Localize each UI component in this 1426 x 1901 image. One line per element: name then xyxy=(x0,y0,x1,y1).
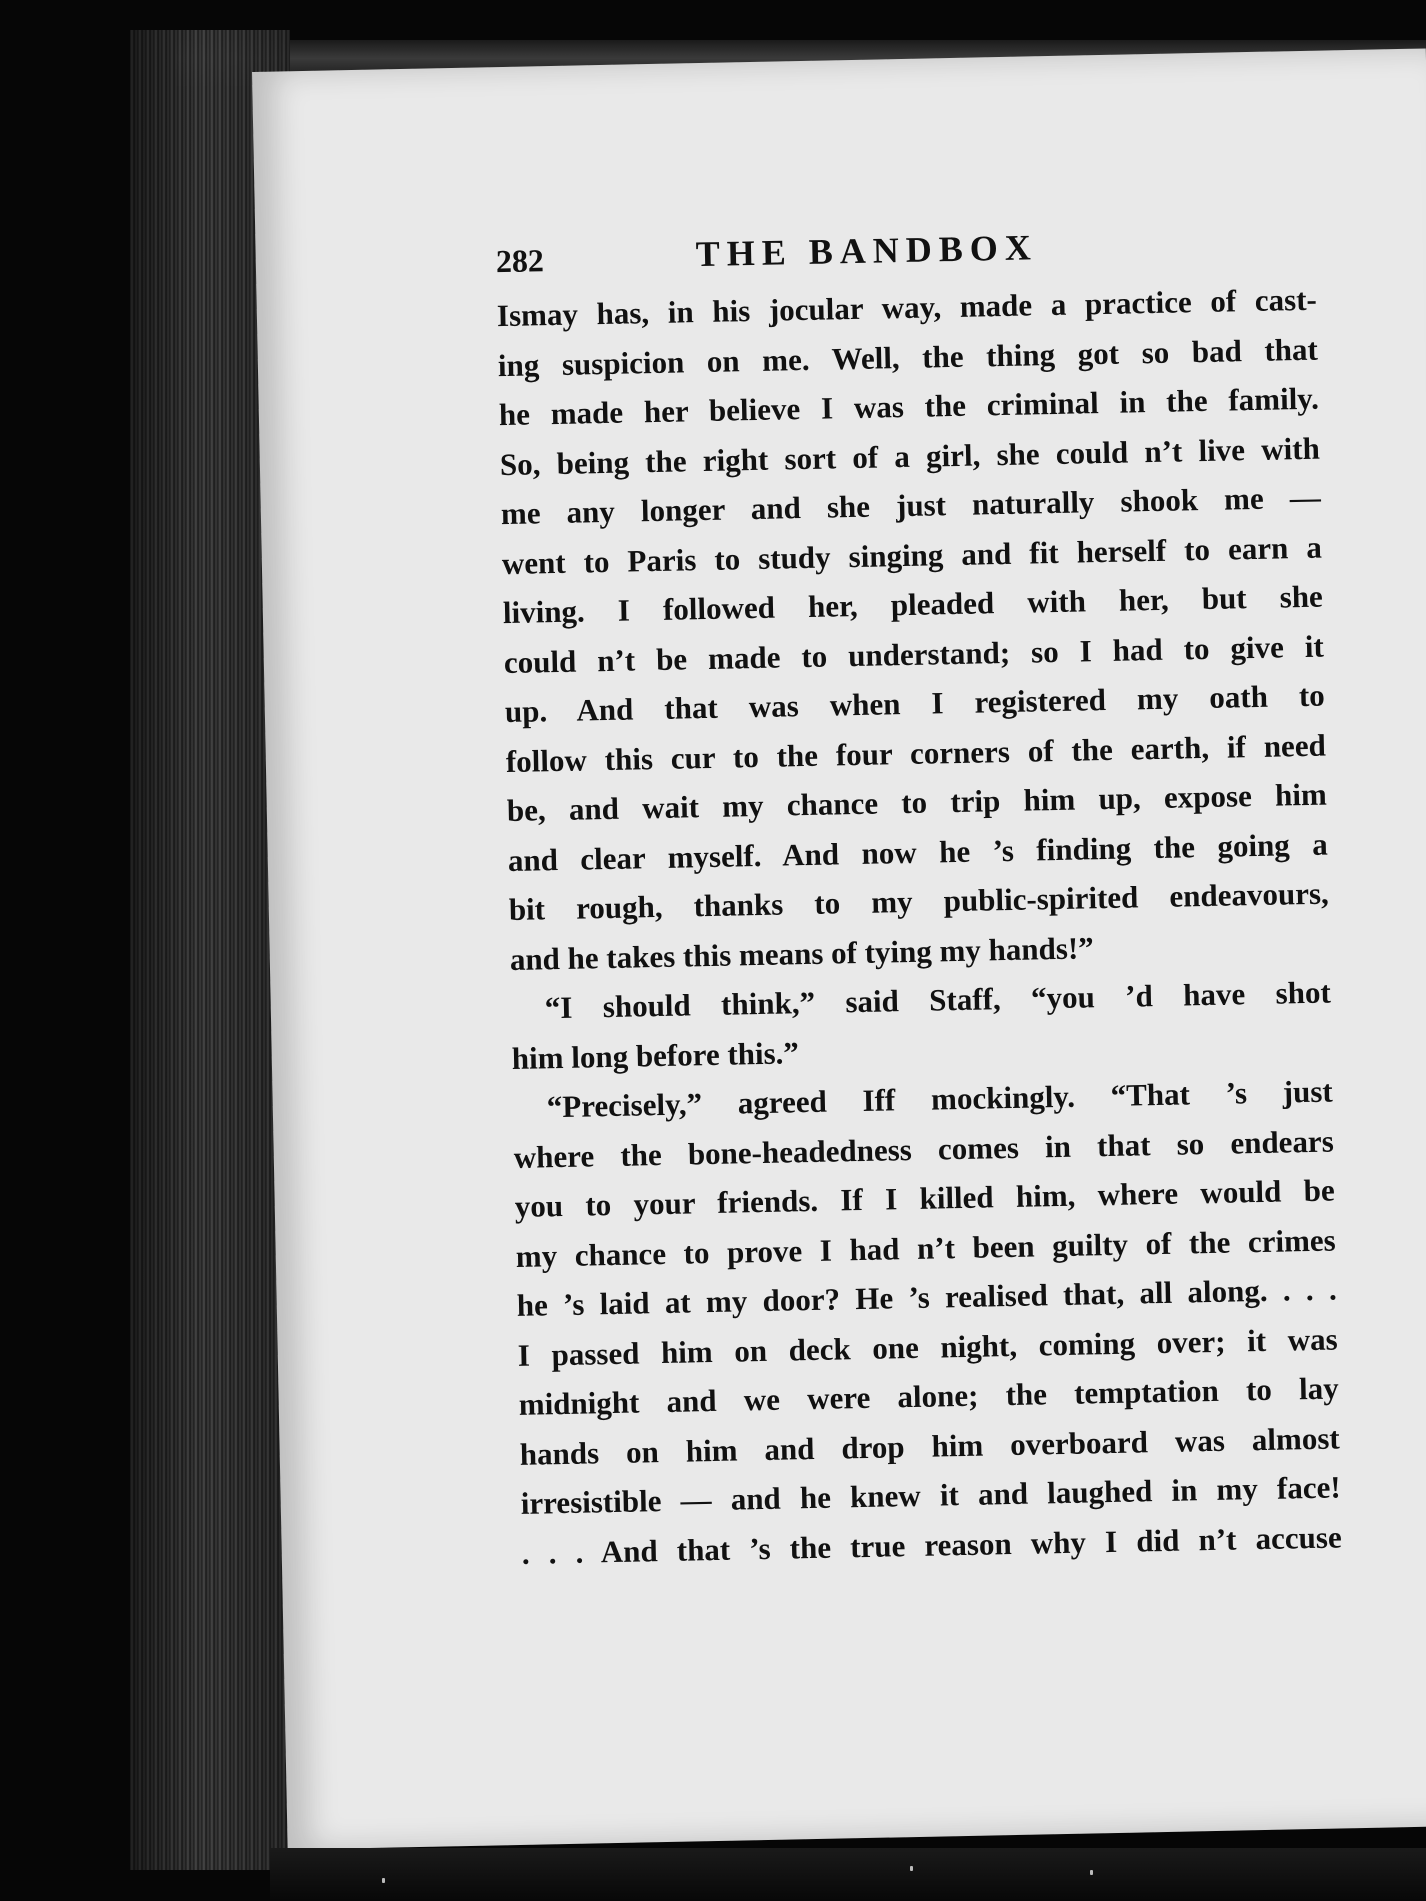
body-text xyxy=(496,275,1342,1578)
text-line: up. And that was when I registered my oath to xyxy=(504,677,1326,730)
book-title: THE BANDBOX xyxy=(695,227,1039,275)
text-line: I passed him on deck one night, coming over; it was xyxy=(517,1320,1338,1373)
text-line: So, being the right sort of a girl, she could n’t live with xyxy=(499,430,1321,482)
text-line: midnight and we were alone; the temptation to lay xyxy=(518,1370,1339,1422)
text-line: he made her believe I was the criminal in the family. xyxy=(498,380,1320,433)
text-line: . . . And that ’s the true reason why I did n’t accuse xyxy=(521,1518,1342,1571)
dust-speck xyxy=(1090,1870,1093,1875)
text-line: and clear myself. And now he ’s finding the going a xyxy=(507,826,1329,878)
text-line: could n’t be made to understand; so I had to give it xyxy=(503,628,1325,680)
text-line: be, and wait my chance to trip him up, expose him xyxy=(506,776,1328,829)
text-line: me any longer and she just naturally shook me — xyxy=(500,479,1322,532)
text-line: “Precisely,” agreed Iff mockingly. “That ’s just xyxy=(546,1073,1334,1125)
text-line: and he takes this means of tying my hands!” xyxy=(509,929,1095,977)
text-line: “I should think,” said Staff, “you ’d have shot xyxy=(544,974,1332,1026)
text-line: bit rough, thanks to my public-spirited endeavours, xyxy=(508,875,1330,928)
text-line: irresistible — and he knew it and laughed in my face! xyxy=(520,1469,1341,1521)
text-line: went to Paris to study singing and fit herself to earn a xyxy=(501,529,1323,581)
page-text-block xyxy=(495,221,1342,1578)
text-line: where the bone-headedness comes in that so endears xyxy=(513,1123,1335,1175)
text-line: follow this cur to the four corners of the earth, if need xyxy=(505,727,1327,779)
text-line: he ’s laid at my door? He ’s realised that, all along. . . . xyxy=(516,1271,1337,1323)
book-page xyxy=(252,48,1426,1849)
book-bottom-edge xyxy=(270,1848,1426,1901)
text-line: hands on him and drop him overboard was almost xyxy=(519,1419,1340,1472)
text-line: ing suspicion on me. Well, the thing got so bad that xyxy=(497,331,1319,383)
text-line: Ismay has, in his jocular way, made a practice of cast- xyxy=(496,281,1318,334)
text-line: my chance to prove I had n’t been guilty of the crimes xyxy=(515,1221,1337,1274)
page-number: 282 xyxy=(495,242,545,280)
text-line: you to your friends. If I killed him, where would be xyxy=(514,1172,1336,1224)
text-line: him long before this.” xyxy=(511,1034,800,1076)
dust-speck xyxy=(910,1866,913,1871)
text-line: living. I followed her, pleaded with her, but she xyxy=(502,578,1324,631)
dust-speck xyxy=(382,1878,385,1883)
